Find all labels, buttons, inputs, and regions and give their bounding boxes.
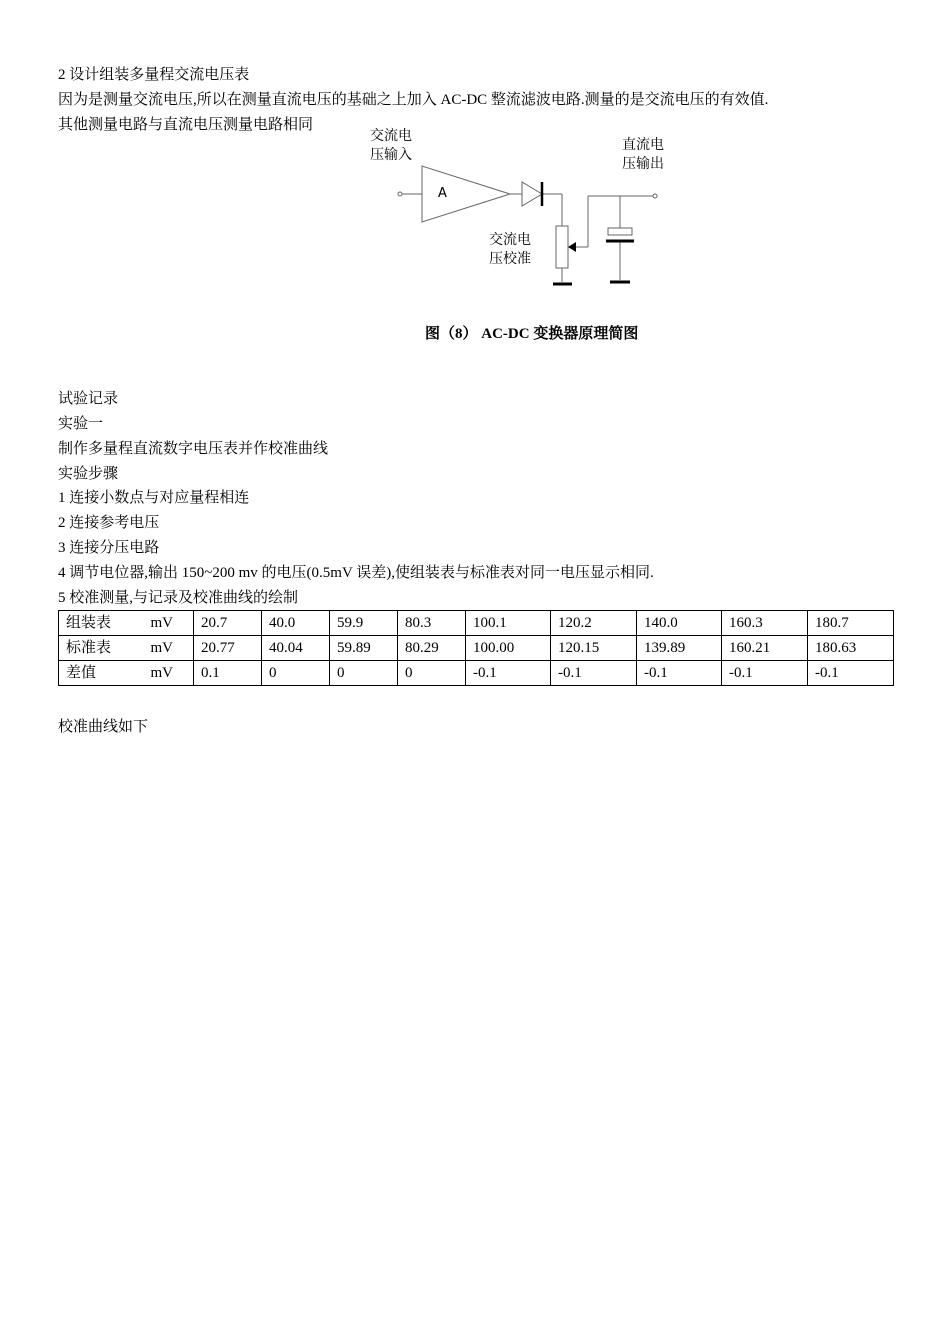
table-cell: 120.2 (551, 611, 637, 636)
table-cell: 139.89 (637, 636, 722, 661)
table-cell: 59.89 (330, 636, 398, 661)
table-cell: 0 (262, 661, 330, 686)
table-cell: -0.1 (722, 661, 808, 686)
step-item: 1 连接小数点与对应量程相连 (58, 490, 250, 506)
table-row (59, 636, 894, 661)
step-item: 5 校准测量,与记录及校准曲线的绘制 (58, 590, 299, 606)
table-cell: 40.04 (262, 636, 330, 661)
experiment-title: 实验一 (58, 416, 104, 432)
paragraph-line-1: 因为是测量交流电压,所以在测量直流电压的基础之上加入 AC-DC 整流滤波电路.测量的是交流电压的有效值. (58, 92, 769, 108)
output-terminal (653, 194, 657, 198)
records-title: 试验记录 (58, 391, 119, 407)
table-cell: -0.1 (637, 661, 722, 686)
table-cell: 100.00 (466, 636, 551, 661)
table-cell: 0 (398, 661, 466, 686)
table-cell: 20.7 (194, 611, 262, 636)
table-cell: 0.1 (194, 661, 262, 686)
table-cell: 20.77 (194, 636, 262, 661)
table-cell: 80.3 (398, 611, 466, 636)
potentiometer-body (556, 226, 568, 268)
input-label-2: 压输入 (370, 147, 412, 163)
paragraph-line-2: 其他测量电路与直流电压测量电路相同 (58, 117, 314, 133)
diode-triangle (522, 182, 542, 206)
ac-dc-converter-diagram (360, 122, 680, 302)
section-heading: 2 设计组装多量程交流电压表 (58, 67, 250, 83)
row-label: 标准表 (59, 636, 144, 661)
wiper-arrow (568, 242, 576, 252)
table-cell: 160.21 (722, 636, 808, 661)
step-item: 4 调节电位器,输出 150~200 mv 的电压(0.5mV 误差),使组装表与标准表对同一电压显示相同. (58, 565, 654, 581)
table-cell: -0.1 (551, 661, 637, 686)
steps-title: 实验步骤 (58, 466, 119, 482)
calibration-label-2: 压校准 (489, 251, 531, 267)
table-cell: 0 (330, 661, 398, 686)
step-item: 3 连接分压电路 (58, 540, 160, 556)
table-cell: 160.3 (722, 611, 808, 636)
table-row (59, 611, 894, 636)
amplifier-label: A (438, 186, 447, 201)
output-label-2: 压输出 (622, 156, 664, 172)
table-cell: 180.63 (808, 636, 894, 661)
table-row (59, 661, 894, 686)
table-cell: 140.0 (637, 611, 722, 636)
row-label: 组装表 (59, 611, 144, 636)
table-cell: 100.1 (466, 611, 551, 636)
closing-line: 校准曲线如下 (58, 719, 149, 735)
table-cell: -0.1 (466, 661, 551, 686)
row-label: 差值 (59, 661, 144, 686)
figure-caption: 图（8） AC-DC 变换器原理简图 (425, 326, 639, 342)
table-cell: 59.9 (330, 611, 398, 636)
step-item: 2 连接参考电压 (58, 515, 160, 531)
row-unit: mV (144, 636, 194, 661)
table-cell: 80.29 (398, 636, 466, 661)
table-cell: 180.7 (808, 611, 894, 636)
calibration-table (58, 610, 894, 686)
table-cell: 40.0 (262, 611, 330, 636)
capacitor-top-plate (608, 228, 632, 235)
row-unit: mV (144, 661, 194, 686)
calibration-label-1: 交流电 (489, 232, 531, 248)
amplifier-triangle (422, 166, 510, 222)
output-label-1: 直流电 (622, 137, 664, 153)
table-cell: 120.15 (551, 636, 637, 661)
row-unit: mV (144, 611, 194, 636)
table-cell: -0.1 (808, 661, 894, 686)
input-label-1: 交流电 (370, 128, 412, 144)
input-terminal (398, 192, 402, 196)
experiment-subject: 制作多量程直流数字电压表并作校准曲线 (58, 441, 329, 457)
